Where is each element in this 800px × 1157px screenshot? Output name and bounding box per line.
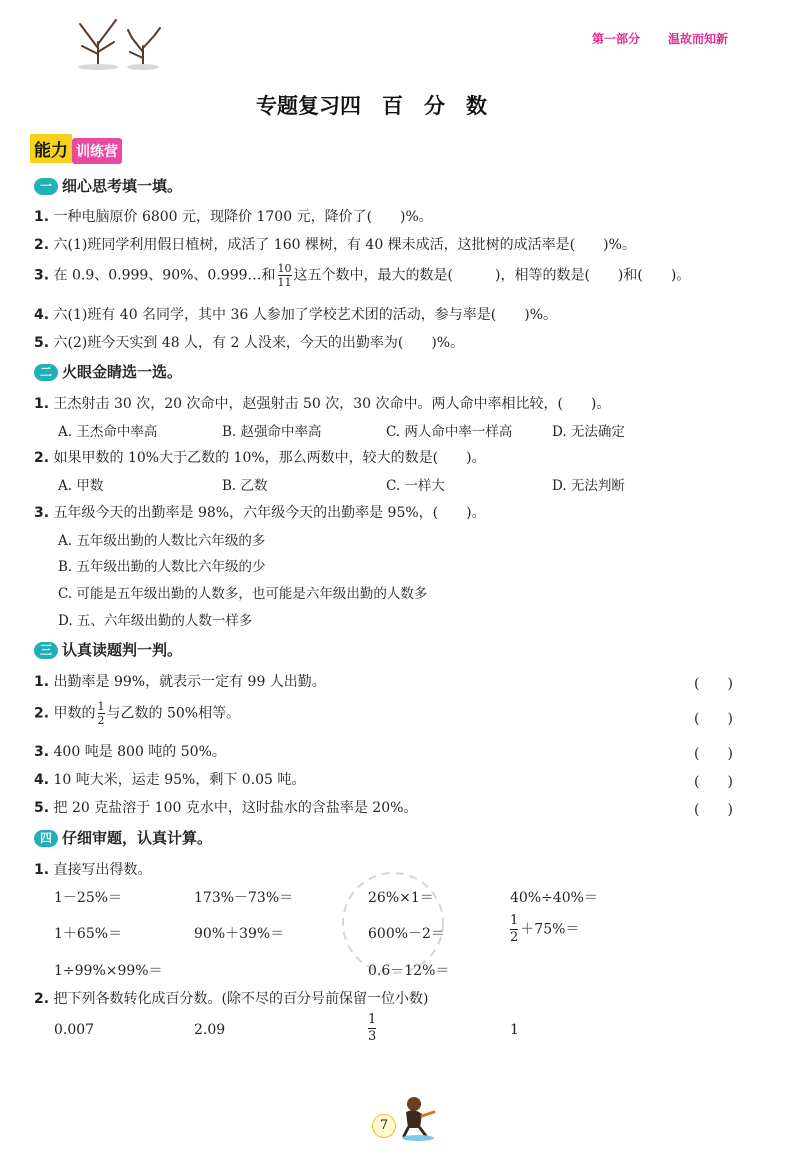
- question-fill-5: [34, 332, 464, 352]
- question-text-post: 这五个数中，最大的数是( )，相等的数是( )和( )。: [293, 267, 691, 284]
- fraction-numerator: 1: [368, 1012, 377, 1027]
- question-fill-2: [34, 234, 636, 254]
- mascot-illustration: [394, 1092, 440, 1142]
- question-text-pre: 在 0.9、0.999、90%、0.999…和: [53, 267, 276, 284]
- calc-item: 1÷99%×99%＝: [54, 963, 163, 979]
- question-text: 六(2)班今天实到 48 人，有 2 人没来，今天的出勤率为( )%。: [53, 335, 465, 351]
- calc-item: 173%－73%＝: [194, 890, 294, 906]
- question-choose-2: [34, 447, 486, 467]
- header-section: 温故而知新: [668, 32, 729, 46]
- question-number: 3.: [34, 267, 50, 284]
- question-choose-3: [34, 502, 486, 522]
- question-number: 1.: [34, 674, 50, 690]
- calc-item: 600%－2＝: [368, 926, 445, 942]
- question-number: 3.: [34, 505, 50, 521]
- section-heading-2: [34, 361, 182, 382]
- question-judge-5: [34, 797, 417, 817]
- calc-item: 1＋65%＝: [54, 926, 123, 942]
- section-title: 细心思考填一填。: [62, 177, 183, 195]
- fraction-denominator: 3: [368, 1029, 377, 1044]
- question-calc-2: [34, 988, 428, 1008]
- convert-item: 2.09: [194, 1022, 226, 1038]
- fraction: [368, 1012, 376, 1045]
- fraction: [278, 262, 292, 289]
- question-text: 王杰射击 30 次，20 次命中，赵强射击 50 次，30 次命中。两人命中率相比较，( )。: [53, 396, 611, 412]
- section-title: 火眼金睛选一选。: [62, 363, 183, 381]
- question-number: 1.: [34, 862, 50, 878]
- section-number-icon: 四: [34, 830, 58, 847]
- page-number: 7: [372, 1114, 396, 1138]
- fraction-numerator: 1: [97, 700, 105, 713]
- calc-item: 0.6－12%＝: [368, 963, 450, 979]
- option-c: C. 一样大: [386, 478, 445, 494]
- question-judge-4: [34, 769, 305, 789]
- question-text: 出勤率是 99%，就表示一定有 99 人出勤。: [53, 674, 326, 690]
- calc-item: 90%＋39%＝: [194, 926, 285, 942]
- question-number: 3.: [34, 744, 50, 760]
- option-d: D. 无法判断: [552, 478, 625, 494]
- convert-item: 0.007: [54, 1022, 95, 1038]
- question-fill-3: [34, 262, 690, 289]
- question-text: 如果甲数的 10%大于乙数的 10%，那么两数中，较大的数是( )。: [53, 450, 486, 466]
- section-number-icon: 二: [34, 364, 58, 381]
- question-choose-1: [34, 393, 610, 413]
- option-b: B. 五年级出勤的人数比六年级的少: [58, 559, 266, 575]
- option-b: B. 乙数: [222, 478, 268, 494]
- question-text: 五年级今天的出勤率是 98%，六年级今天的出勤率是 95%，( )。: [53, 505, 486, 521]
- question-number: 2.: [34, 450, 50, 466]
- question-text: 直接写出得数。: [53, 862, 152, 878]
- question-fill-1: [34, 206, 433, 226]
- tree-decoration: [58, 14, 178, 70]
- fraction-denominator: 2: [510, 930, 519, 945]
- fraction-denominator: 11: [277, 276, 292, 289]
- answer-bracket: ( ): [694, 774, 733, 790]
- calc-item: 1－25%＝: [54, 890, 123, 906]
- fraction: [98, 700, 105, 727]
- question-number: 1.: [34, 209, 50, 225]
- ability-banner: [30, 134, 122, 164]
- option-c: C. 两人命中率一样高: [386, 424, 513, 440]
- section-title: 认真读题判一判。: [62, 641, 183, 659]
- option-d: D. 五、六年级出勤的人数一样多: [58, 613, 253, 629]
- option-c: C. 可能是五年级出勤的人数多，也可能是六年级出勤的人数多: [58, 586, 428, 602]
- convert-item-fraction: [366, 1012, 378, 1045]
- option-a: A. 王杰命中率高: [58, 424, 158, 440]
- option-a: A. 五年级出勤的人数比六年级的多: [58, 533, 266, 549]
- convert-item: 1: [510, 1022, 519, 1038]
- question-judge-3: [34, 741, 226, 761]
- fraction-denominator: 2: [97, 714, 105, 727]
- calc-item: 26%×1＝: [368, 890, 434, 906]
- question-number: 1.: [34, 396, 50, 412]
- page-title: 专题复习四 百 分 数: [256, 94, 487, 118]
- option-a: A. 甲数: [58, 478, 104, 494]
- question-number: 4.: [34, 772, 50, 788]
- question-judge-1: [34, 671, 326, 691]
- banner-sub: 训练营: [72, 138, 122, 164]
- question-number: 5.: [34, 800, 50, 816]
- answer-bracket: ( ): [694, 802, 733, 818]
- section-heading-1: [34, 175, 182, 196]
- fraction-numerator: 1: [510, 913, 519, 928]
- question-fill-4: [34, 304, 557, 324]
- section-title: 仔细审题，认真计算。: [62, 829, 213, 847]
- calc-text: ＋75%＝: [520, 921, 580, 938]
- section-number-icon: 一: [34, 178, 58, 195]
- section-number-icon: 三: [34, 642, 58, 659]
- section-heading-4: [34, 827, 212, 848]
- option-b: B. 赵强命中率高: [222, 424, 322, 440]
- question-text: 一种电脑原价 6800 元，现降价 1700 元，降价了( )%。: [53, 209, 433, 225]
- question-text-pre: 甲数的: [53, 705, 96, 722]
- question-number: 2.: [34, 237, 50, 253]
- option-d: D. 无法确定: [552, 424, 625, 440]
- banner-main: 能力: [30, 134, 72, 163]
- answer-bracket: ( ): [694, 746, 733, 762]
- question-text-post: 与乙数的 50%相等。: [106, 705, 241, 722]
- question-number: 2.: [34, 991, 50, 1007]
- answer-bracket: ( ): [694, 711, 733, 727]
- section-heading-3: [34, 639, 182, 660]
- question-number: 5.: [34, 335, 50, 351]
- answer-bracket: ( ): [694, 676, 733, 692]
- watermark-stamp: [318, 868, 468, 978]
- question-text: 10 吨大米，运走 95%，剩下 0.05 吨。: [53, 772, 306, 788]
- calc-item-fraction: [508, 913, 579, 946]
- fraction: [510, 913, 518, 946]
- header-part: 第一部分: [592, 32, 641, 46]
- question-calc-1: [34, 859, 152, 879]
- fraction-numerator: 10: [277, 262, 292, 275]
- question-judge-2: [34, 700, 240, 727]
- question-text: 六(1)班有 40 名同学，其中 36 人参加了学校艺术团的活动，参与率是( )%。: [53, 307, 558, 323]
- question-text: 把下列各数转化成百分数。(除不尽的百分号前保留一位小数): [53, 991, 429, 1007]
- question-text: 六(1)班同学利用假日植树，成活了 160 棵树，有 40 棵未成活，这批树的成活率是( )%。: [53, 237, 636, 253]
- question-text: 把 20 克盐溶于 100 克水中，这时盐水的含盐率是 20%。: [53, 800, 418, 816]
- calc-item: 40%÷40%＝: [510, 890, 598, 906]
- question-number: 2.: [34, 705, 50, 722]
- question-number: 4.: [34, 307, 50, 323]
- question-text: 400 吨是 800 吨的 50%。: [53, 744, 226, 760]
